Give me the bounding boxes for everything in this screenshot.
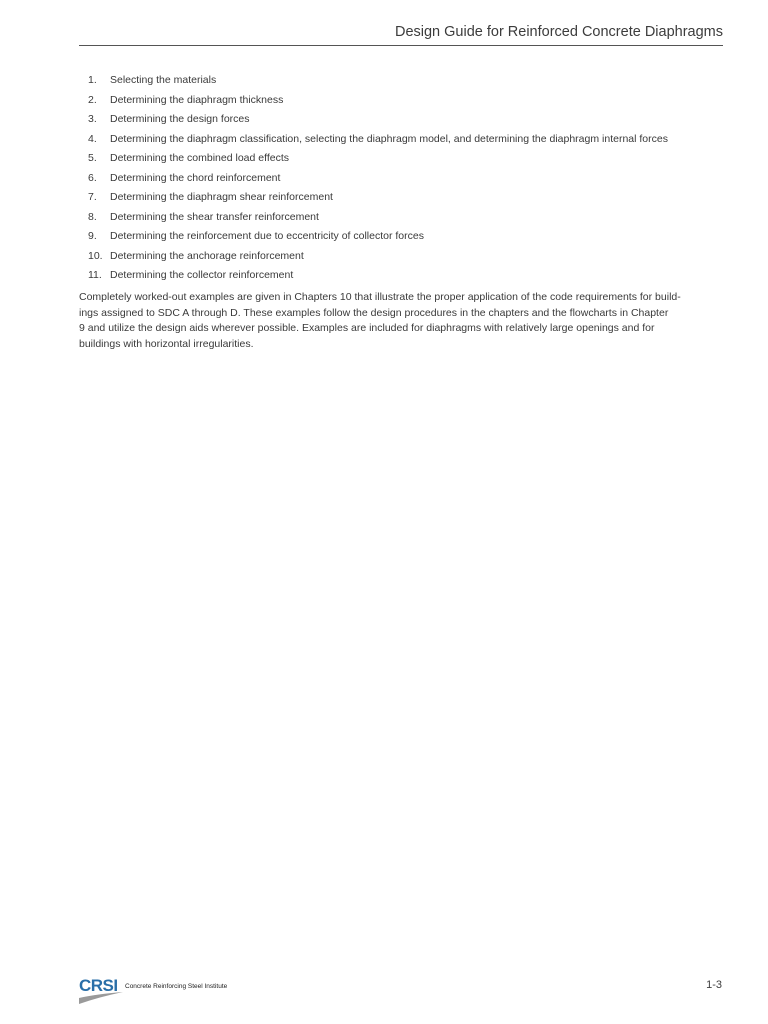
logo-swoosh-icon xyxy=(79,992,123,1004)
list-item xyxy=(79,208,729,228)
list-item-number: 1. xyxy=(88,74,97,86)
list-item-number: 11. xyxy=(88,269,102,281)
list-item xyxy=(79,227,729,247)
list-item-text: Determining the design forces xyxy=(110,113,250,125)
list-item-text: Determining the shear transfer reinforcement xyxy=(110,210,319,223)
paragraph-line: 9 and utilize the design aids wherever possible. Examples are included for diaphragms with relatively large openings and for xyxy=(79,322,655,334)
list-item-text: Determining the reinforcement due to eccentricity of collector forces xyxy=(110,230,424,242)
paragraph-line: buildings with horizontal irregularities. xyxy=(79,337,254,350)
header-divider xyxy=(79,45,723,46)
list-item xyxy=(79,188,729,208)
list-item-text: Determining the collector reinforcement xyxy=(110,269,294,281)
crsi-logo-name: Concrete Reinforcing Steel Institute xyxy=(125,983,228,990)
list-item xyxy=(79,266,729,286)
list-item xyxy=(79,149,729,169)
paragraph-line: Completely worked-out examples are given in Chapters 10 that illustrate the proper application of the code requirements for build- xyxy=(79,291,681,303)
body-paragraph xyxy=(79,290,727,352)
list-item-number: 4. xyxy=(88,132,97,145)
list-item-text: Determining the diaphragm shear reinforcement xyxy=(110,191,333,203)
paragraph-line: ings assigned to SDC A through D. These examples follow the design procedures in the chapters and the flowcharts in Chapter xyxy=(79,306,669,319)
list-item-number: 7. xyxy=(88,191,97,203)
list-item-text: Determining the diaphragm thickness xyxy=(110,93,284,106)
list-item-number: 6. xyxy=(88,171,97,184)
list-item xyxy=(79,71,729,91)
list-item xyxy=(79,91,729,111)
list-item-text: Determining the anchorage reinforcement xyxy=(110,249,304,262)
list-item-number: 9. xyxy=(88,230,97,242)
page-number: 1-3 xyxy=(706,979,722,991)
running-header-title: Design Guide for Reinforced Concrete Diaphragms xyxy=(394,24,723,40)
list-item-number: 10. xyxy=(88,249,103,262)
list-item-number: 5. xyxy=(88,152,97,164)
list-item xyxy=(79,130,729,150)
list-item-number: 8. xyxy=(88,210,97,223)
crsi-logo-mark: CRSI xyxy=(79,976,118,995)
list-item-text: Determining the diaphragm classification, selecting the diaphragm model, and determining the diaphragm internal forces xyxy=(110,132,668,145)
list-item xyxy=(79,247,729,267)
list-item-text: Determining the chord reinforcement xyxy=(110,171,281,184)
list-item-text: Determining the combined load effects xyxy=(110,152,289,164)
list-item xyxy=(79,169,729,189)
list-item-text: Selecting the materials xyxy=(110,74,217,86)
crsi-logo xyxy=(79,976,259,1006)
design-steps-list xyxy=(79,71,729,286)
list-item-number: 2. xyxy=(88,93,97,106)
list-item-number: 3. xyxy=(88,113,97,125)
list-item xyxy=(79,110,729,130)
